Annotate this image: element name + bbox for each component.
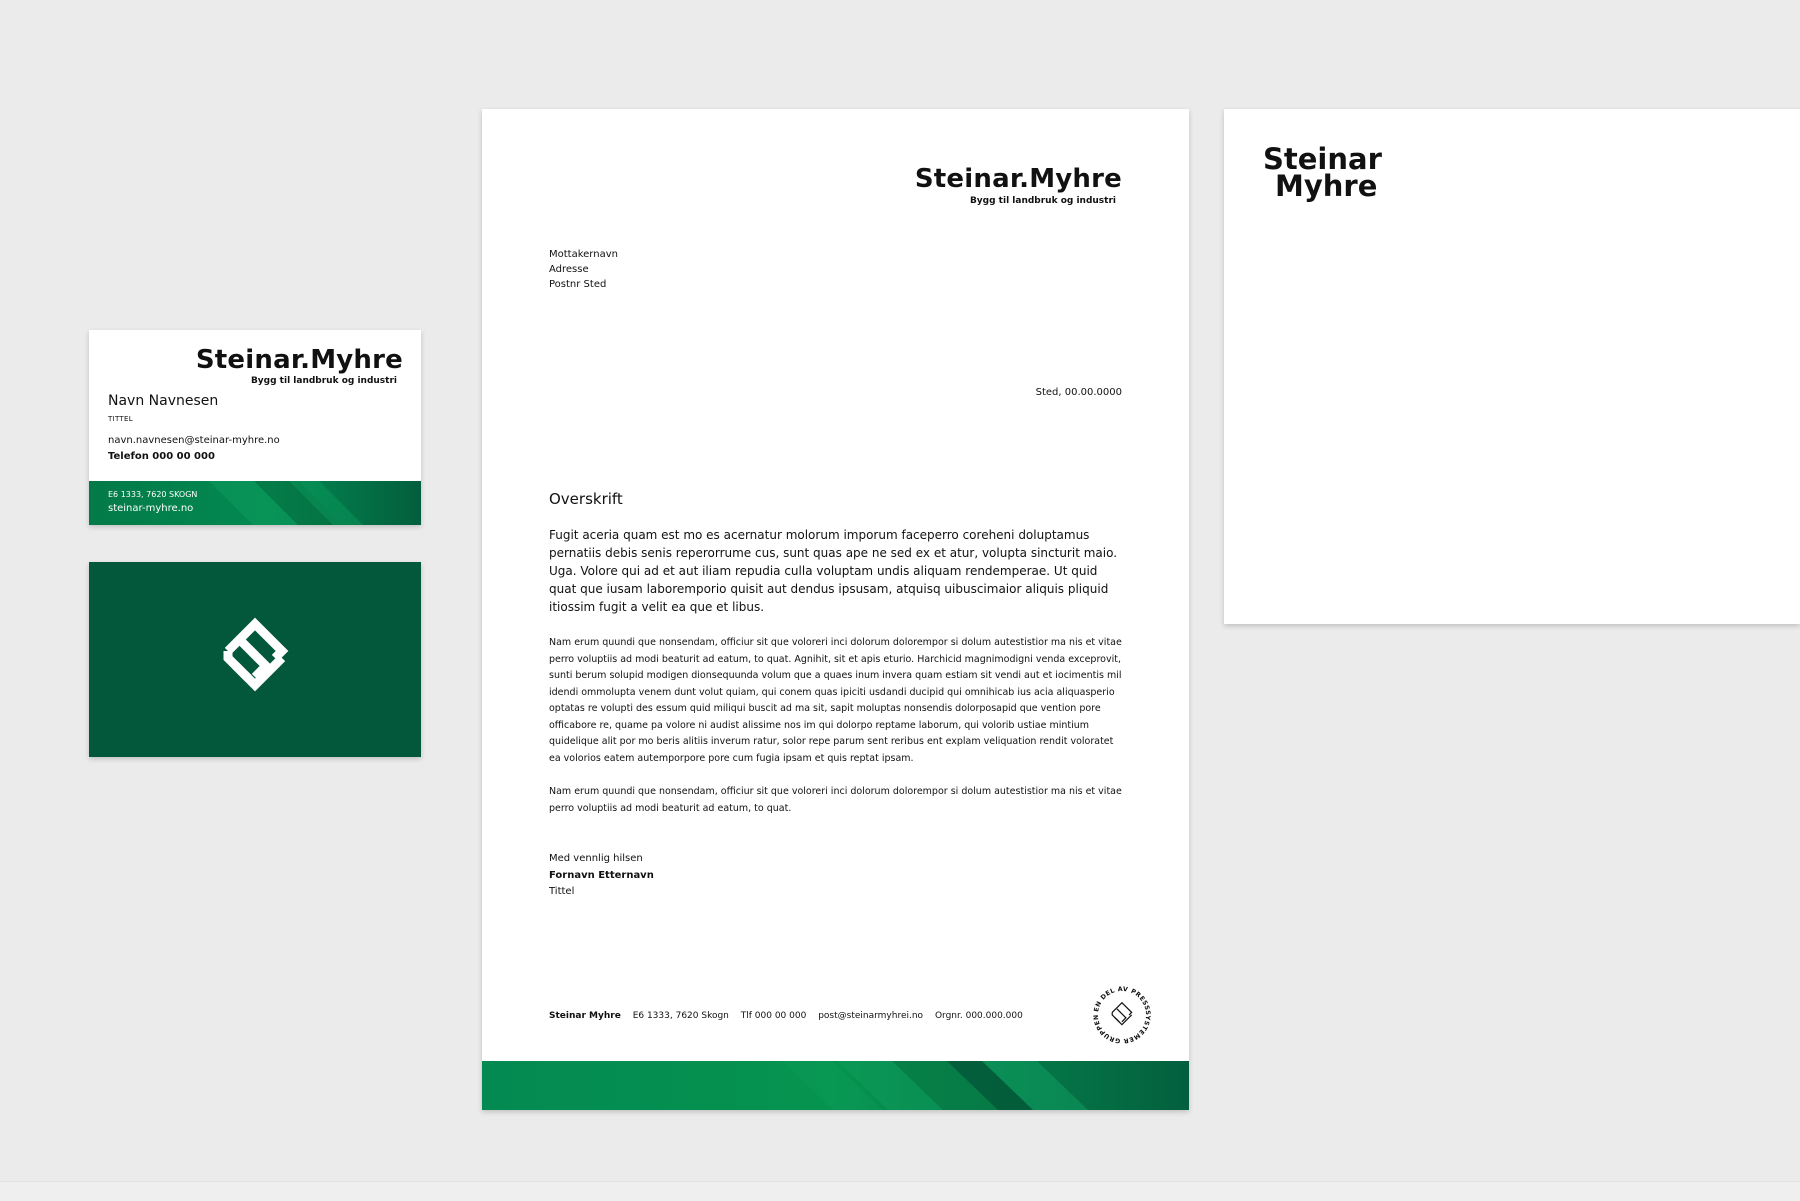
letter-body-paragraph-2: Nam erum quundi que nonsendam, officiur sit que voloreri inci dolorum dolorempor si dolum autestistior ma nis et vitae perro voluptiis ad modi beaturit ad eatum, to quat. [549, 786, 1122, 814]
letter-body-paragraph-1: Nam erum quundi que nonsendam, officiur sit que voloreri inci dolorum dolorempor si dolum autestistior ma nis et vitae perro voluptiis ad modi beaturit ad eatum, to quat. Agnihit, sit et apis eturio. Harchicid magnimodigni venda exceprovit, sunti berum solupid modigen dionsequunda volum que a quaes inum invera quam estiam sit vendi aut et iocimentis mil idendi ommolupta venem dunt volut quiam, qui conem quas ipiciti usdandi ducipid qui omnihicab ius acia aliquasperio optatas re volupti des essum quid miliqui buscit ad ma sit, sapit moluptas nonsendis dolorposapid que vention pore officabore re, quame pa volore ni audist alissime nos im qui dolorpo reptame laborum, qui volorib ustiae mintium quidelique alit por mo beris alitiis inverum ratur, solor repe parum sent reribus ent explam veliquation rendit voloratet ea volorios eatem autemporpore pore cum fugia ipsam et quis reptat ipsam. [549, 637, 1122, 764]
footer-company: Steinar Myhre [549, 1011, 621, 1021]
card-logo-wordmark: Steinar.Myhre [195, 345, 403, 375]
recipient-postal: Postnr Sted [549, 279, 607, 290]
business-card-front [89, 330, 421, 525]
closing-greeting: Med vennlig hilsen [549, 853, 643, 864]
letter-logo [915, 165, 1122, 207]
signature-title: Tittel [549, 886, 575, 897]
svg-text:EN DEL AV PRESSSYSTEMER GRUPPE [1093, 986, 1151, 1044]
card-logo [196, 346, 403, 387]
group-seal [1091, 984, 1153, 1050]
letter-logo-wordmark: Steinar.Myhre [914, 164, 1122, 194]
card-logo-tagline: Bygg til landbruk og industri [250, 376, 397, 386]
recipient-address: Adresse [549, 264, 589, 275]
floor-strip [0, 1181, 1800, 1201]
card-address: E6 1333, 7620 SKOGN [108, 490, 198, 499]
letterhead [482, 109, 1189, 1110]
business-card-back [89, 562, 421, 757]
letter-footer [549, 1011, 1032, 1021]
envelope [1224, 109, 1800, 624]
letter-logo-tagline: Bygg til landbruk og industri [969, 196, 1116, 206]
recipient-block [549, 247, 618, 292]
seal-monogram-icon [1112, 1003, 1131, 1025]
card-person-title: TITTEL [108, 415, 133, 423]
envelope-logo [1263, 142, 1382, 203]
footer-address: E6 1333, 7620 Skogn [632, 1011, 729, 1021]
footer-email: post@steinarmyhrei.no [818, 1011, 924, 1021]
footer-orgnr: Orgnr. 000.000.000 [934, 1011, 1023, 1021]
letter-green-band [482, 1061, 1189, 1110]
seal-text: EN DEL AV PRESSSYSTEMER GRUPPEN [1092, 985, 1152, 1045]
letter-date: Sted, 00.00.0000 [1035, 387, 1122, 398]
card-website: steinar-myhre.no [108, 503, 194, 514]
sm-monogram-icon [208, 611, 302, 709]
letter-closing [549, 851, 654, 901]
card-person-name: Navn Navnesen [108, 393, 219, 409]
card-phone: Telefon 000 00 000 [108, 451, 215, 462]
recipient-name: Mottakernavn [549, 249, 618, 260]
footer-phone: Tlf 000 00 000 [740, 1011, 807, 1021]
envelope-logo-line1: Steinar [1263, 142, 1382, 176]
card-email: navn.navnesen@steinar-myhre.no [108, 435, 280, 446]
letter-lead-paragraph: Fugit aceria quam est mo es acernatur molorum imporum faceperro coreheni doluptamus pernatiis debis senis reperorrume cus, sunt quas ape ne sed ex et atur, volupta sincturit maio. Uga. Volore qui ad et aut iliam repudia culla voluptam undis aliquam rendemperae. Ut quid quat que iusam laboremporio quisit aut dendus ipsusam, atquisq uibuscimaior aliquis pliquid itiossim fugit a velit ea que et libus. [549, 528, 1118, 614]
envelope-logo-line2: Myhre [1275, 169, 1378, 203]
letter-heading: Overskrift [549, 490, 623, 508]
signature-name: Fornavn Etternavn [549, 869, 654, 881]
